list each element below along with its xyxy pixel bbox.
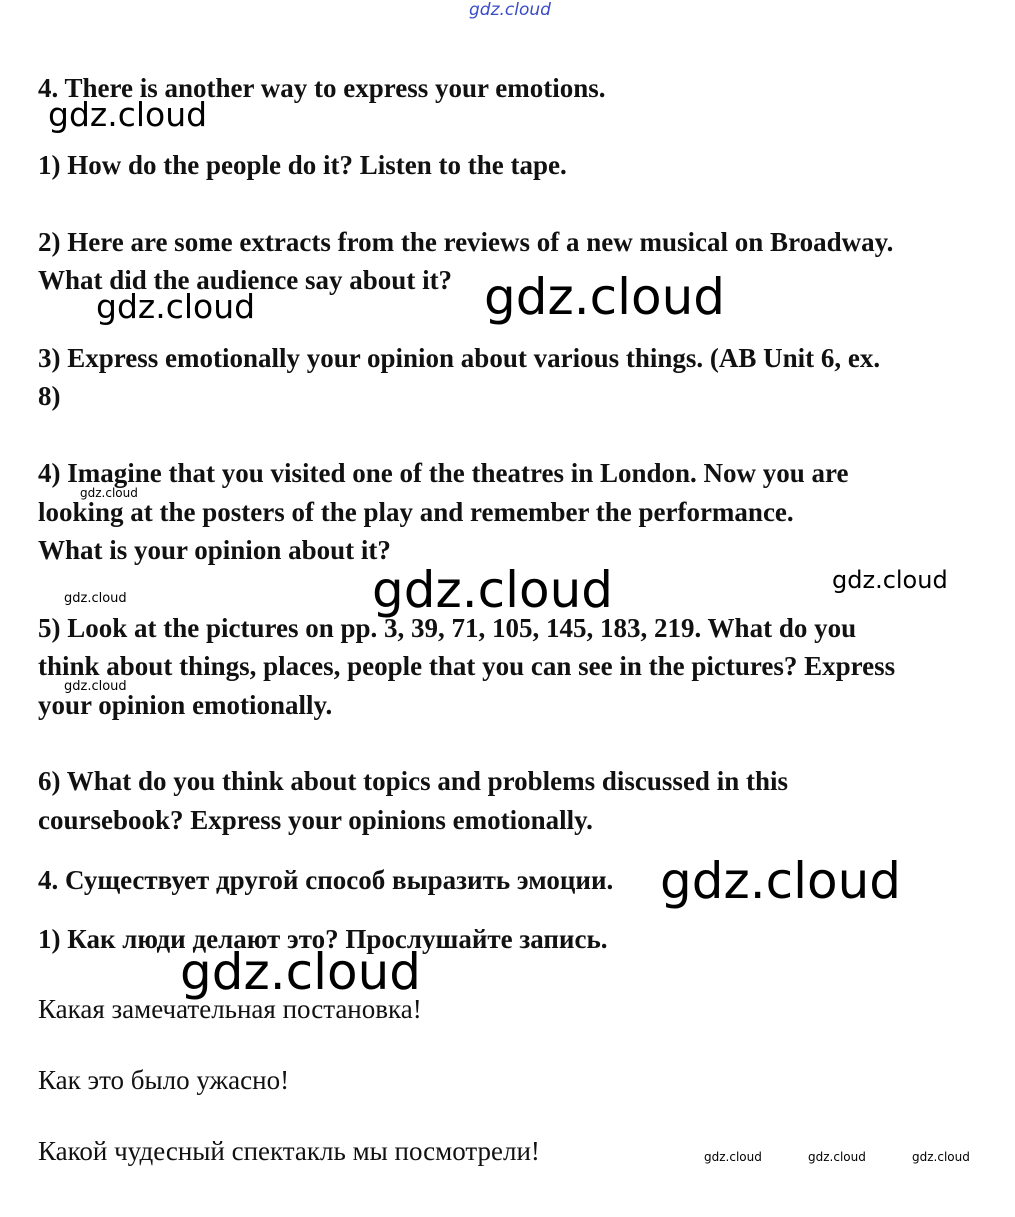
task-6-en-line-1: 6) What do you think about topics and problems discussed in this (38, 766, 788, 796)
task-2-en-line-2: What did the audience say about it? (38, 265, 453, 295)
task-4-en-line-3: What is your opinion about it? (38, 535, 391, 565)
watermark-small: gdz.cloud (704, 1150, 762, 1164)
answer-1-ru: Какая замечательная постановка! (38, 994, 422, 1024)
answer-3-ru: Какой чудесный спектакль мы посмотрели! (38, 1136, 540, 1166)
task-1-ru: 1) Как люди делают это? Прослушайте запись. (38, 924, 608, 954)
watermark-large: gdz.cloud (660, 852, 902, 910)
task-3-en-line-2: 8) (38, 381, 61, 411)
task-6-en-line-2: coursebook? Express your opinions emotionally. (38, 805, 593, 835)
watermark-small: gdz.cloud (80, 486, 138, 500)
answer-2-ru: Как это было ужасно! (38, 1065, 290, 1095)
watermark-small: gdz.cloud (64, 679, 127, 694)
task-4-en-line-2: looking at the posters of the play and remember the performance. (38, 497, 794, 527)
task-1-en: 1) How do the people do it? Listen to the tape. (38, 150, 567, 180)
watermark: gdz.cloud (832, 566, 948, 594)
task-2-en-line-1: 2) Here are some extracts from the reviews of a new musical on Broadway. (38, 227, 894, 257)
watermark: gdz.cloud (48, 95, 208, 134)
task-5-en-line-2: think about things, places, people that you can see in the pictures? Express (38, 651, 896, 681)
watermark-large: gdz.cloud (372, 561, 614, 619)
exercise-heading-en: 4. There is another way to express your emotions. (38, 73, 606, 103)
watermark: gdz.cloud (96, 287, 256, 326)
watermark-small: gdz.cloud (64, 591, 127, 606)
watermark-top: gdz.cloud (469, 0, 551, 20)
watermark-small: gdz.cloud (912, 1150, 970, 1164)
watermark-small: gdz.cloud (808, 1150, 866, 1164)
watermark-large: gdz.cloud (484, 268, 726, 326)
task-5-en-line-1: 5) Look at the pictures on pp. 3, 39, 71, 105, 145, 183, 219. What do you (38, 613, 857, 643)
watermark-large: gdz.cloud (180, 943, 422, 1001)
task-4-en-line-1: 4) Imagine that you visited one of the theatres in London. Now you are (38, 458, 849, 488)
task-5-en-line-3: your opinion emotionally. (38, 690, 333, 720)
task-3-en-line-1: 3) Express emotionally your opinion about various things. (AB Unit 6, ex. (38, 343, 881, 373)
exercise-heading-ru: 4. Существует другой способ выразить эмоции. (38, 865, 614, 895)
